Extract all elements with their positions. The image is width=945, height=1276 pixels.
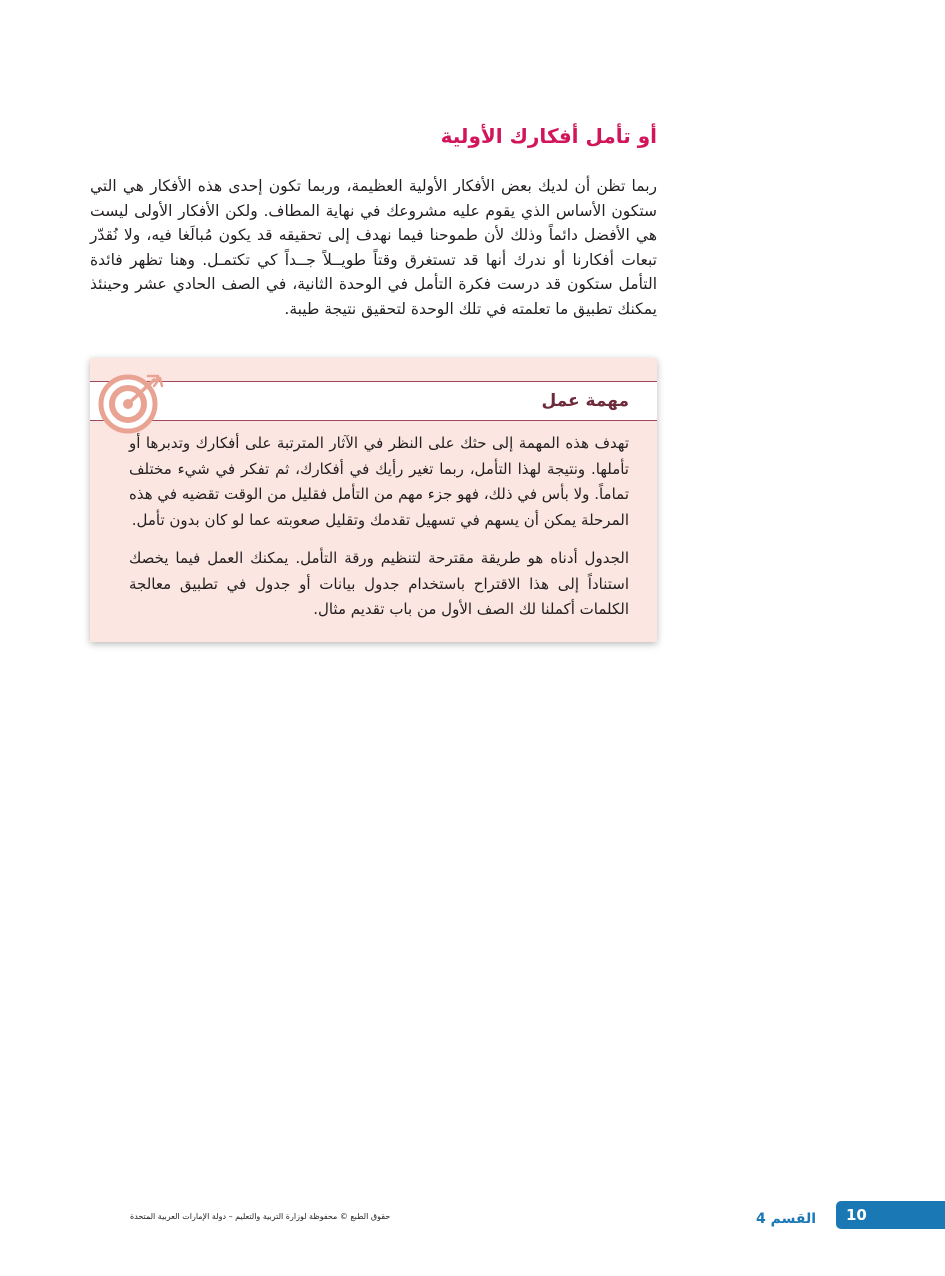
section-heading: أو تأمل أفكارك الأولية: [440, 124, 657, 148]
intro-paragraph: ربما تظن أن لديك بعض الأفكار الأولية العظيمة، وربما تكون إحدى هذه الأفكار هي التي ستكون الأساس الذي يقوم عليه مشروعك في نهاية المطاف. ولكن الأفكار الأولى ليست هي الأفضل دائماً وذلك لأن طموحنا فيما نهدف إلى تحقيقه قد يكون مُبالَغا فيه، ولا نُقدّر تبعات أفكارنا أو ندرك أنها قد تستغرق وقتاً طويــلاً جــداً كي تكتمـل. وهنا تظهر فائدة التأمل ستكون قد درست فكرة التأمل في الوحدة الثانية، في الصف الحادي عشر وحينئذ يمكنك تطبيق ما تعلمته في تلك الوحدة لتحقيق نتيجة طيبة.: [90, 177, 657, 318]
page-number: 10: [846, 1206, 867, 1224]
task-header: [90, 381, 657, 421]
target-icon: [96, 372, 164, 434]
footer-section-label: القسم 4: [756, 1211, 816, 1227]
task-box: [90, 358, 657, 642]
task-paragraph-1: تهدف هذه المهمة إلى حثك على النظر في الآثار المترتبة على أفكارك وتدبرها أو تأملها. ونتيجة لهذا التأمل، ربما تغير رأيك في أفكارك، ثم تفكر في شيء مختلف تماماً. ولا بأس في ذلك، فهو جزء مهم من التأمل فقليل من الوقت تقضيه في هذه المرحلة يمكن أن يسهم في تسهيل تقدمك وتقليل صعوبته عما لو كان بدون تأمل.: [129, 434, 629, 529]
task-paragraph-2: الجدول أدناه هو طريقة مقترحة لتنظيم ورقة التأمل. يمكنك العمل فيما يخصك استناداً إلى هذا الاقتراح باستخدام جدول بيانات أو جدول في تطبيق معالجة الكلمات أكملنا لك الصف الأول من باب تقديم مثال.: [129, 549, 629, 618]
footer-copyright: حقوق الطبع © محفوظة لوزارة التربية والتعليم – دولة الإمارات العربية المتحدة: [130, 1212, 391, 1221]
page-number-tab: [836, 1201, 945, 1229]
task-title: مهمة عمل: [541, 391, 629, 411]
